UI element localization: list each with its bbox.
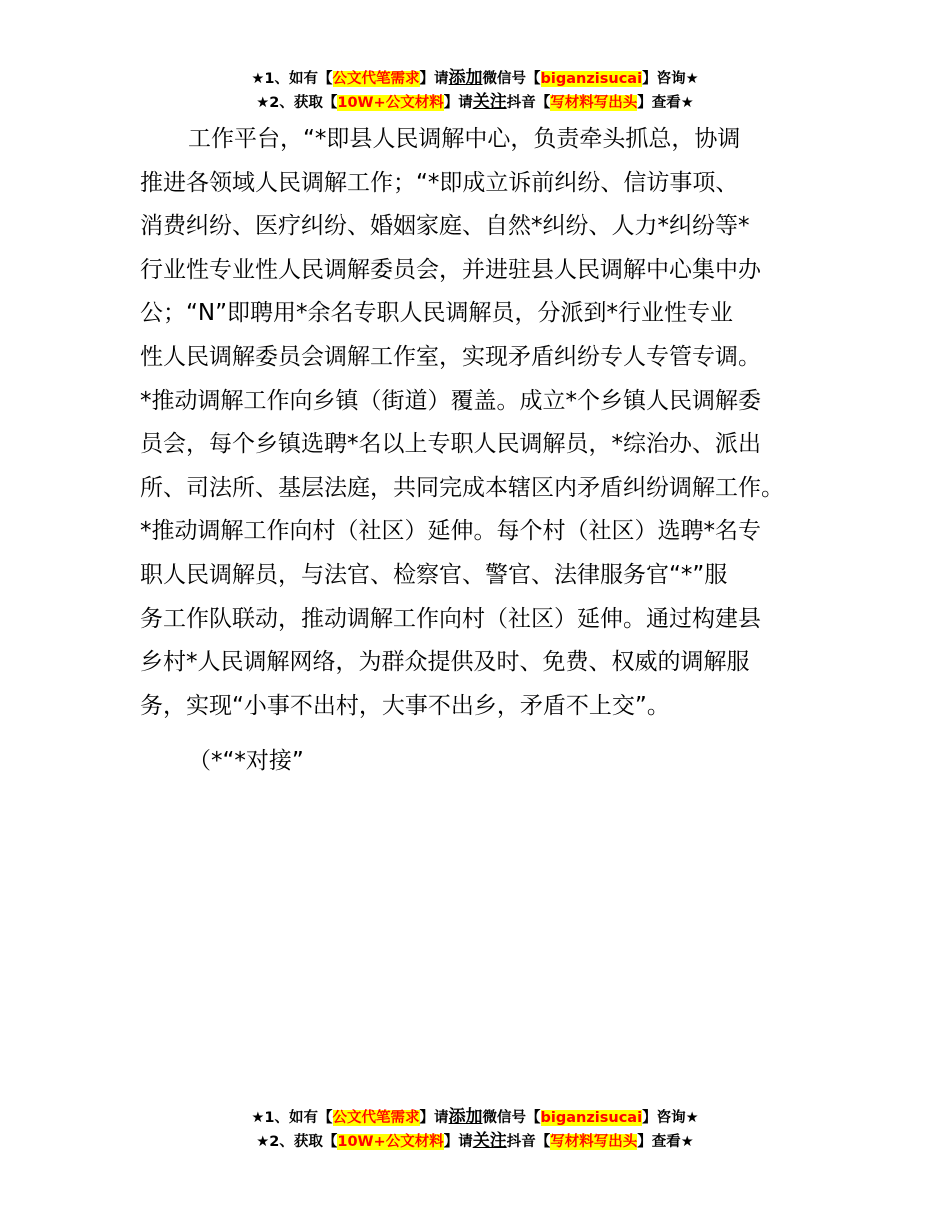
banner-text: 抖音【 (506, 95, 551, 111)
section-heading: （*“*对接” (188, 748, 304, 775)
body-line: 工作平台，“*即县人民调解中心，负责牵头抓总，协调 (188, 126, 741, 152)
banner-text: 】咨询★ (642, 1110, 699, 1126)
banner-line-2 (0, 91, 950, 115)
banner-text: ★1、如有【 (251, 1110, 333, 1126)
banner-text: 微信号【 (482, 71, 541, 87)
banner-text: 微信号【 (482, 1110, 541, 1126)
footer-banner (0, 1106, 950, 1154)
body-line: *推动调解工作向村（社区）延伸。每个村（社区）选聘*名专 (140, 518, 761, 545)
banner-highlight-wechat: biganzisucai (540, 71, 643, 87)
body-line: 消费纠纷、医疗纠纷、婚姻家庭、自然*纠纷、人力*纠纷等* (140, 213, 750, 240)
body-line: 性人民调解委员会调解工作室，实现矛盾纠纷专人专管专调。 (140, 343, 761, 370)
banner-highlight: 10W+公文材料 (337, 95, 444, 111)
banner-line-1 (0, 1106, 950, 1130)
banner-text: 】咨询★ (642, 71, 699, 87)
body-line: 乡村*人民调解网络，为群众提供及时、免费、权威的调解服 (140, 649, 750, 676)
banner-underline: 关注 (472, 1131, 507, 1151)
document-body (140, 118, 830, 784)
banner-text: ★2、获取【 (256, 1134, 338, 1150)
banner-highlight-wechat: biganzisucai (540, 1110, 643, 1126)
banner-highlight: 公文代笔需求 (332, 1110, 420, 1126)
banner-text: ★2、获取【 (256, 95, 338, 111)
banner-underline: 关注 (472, 92, 507, 112)
body-line: 所、司法所、基层法庭，共同完成本辖区内矛盾纠纷调解工作。 (140, 474, 784, 501)
banner-line-1 (0, 67, 950, 91)
header-banner (0, 67, 950, 115)
banner-underline: 添加 (448, 1107, 483, 1127)
banner-text: 】查看★ (637, 95, 694, 111)
paragraph-gap (140, 728, 830, 740)
body-line: 推进各领域人民调解工作；“*即成立诉前纠纷、信访事项、 (140, 169, 739, 196)
banner-text: 】请 (443, 95, 473, 111)
body-line: 行业性专业性人民调解委员会，并进驻县人民调解中心集中办 (140, 256, 761, 283)
banner-line-2 (0, 1130, 950, 1154)
body-line: 职人民调解员，与法官、检察官、警官、法律服务官“*”服 (140, 561, 728, 588)
banner-highlight: 公文代笔需求 (332, 71, 420, 87)
body-line: 公；“N”即聘用*余名专职人民调解员，分派到*行业性专业 (140, 300, 734, 327)
banner-highlight: 10W+公文材料 (337, 1134, 444, 1150)
banner-highlight-douyin: 写材料写出头 (550, 95, 638, 111)
banner-underline: 添加 (448, 68, 483, 88)
banner-text: 抖音【 (506, 1134, 551, 1150)
banner-text: 】请 (419, 71, 449, 87)
banner-text: ★1、如有【 (251, 71, 333, 87)
banner-text: 】请 (419, 1110, 449, 1126)
body-line: 务工作队联动，推动调解工作向村（社区）延伸。通过构建县 (140, 605, 761, 632)
body-line: 务，实现“小事不出村，大事不出乡，矛盾不上交”。 (140, 692, 670, 719)
banner-highlight-douyin: 写材料写出头 (550, 1134, 638, 1150)
banner-text: 】请 (443, 1134, 473, 1150)
body-line: *推动调解工作向乡镇（街道）覆盖。成立*个乡镇人民调解委 (140, 387, 761, 414)
body-line: 员会，每个乡镇选聘*名以上专职人民调解员，*综治办、派出 (140, 431, 761, 458)
banner-text: 】查看★ (637, 1134, 694, 1150)
